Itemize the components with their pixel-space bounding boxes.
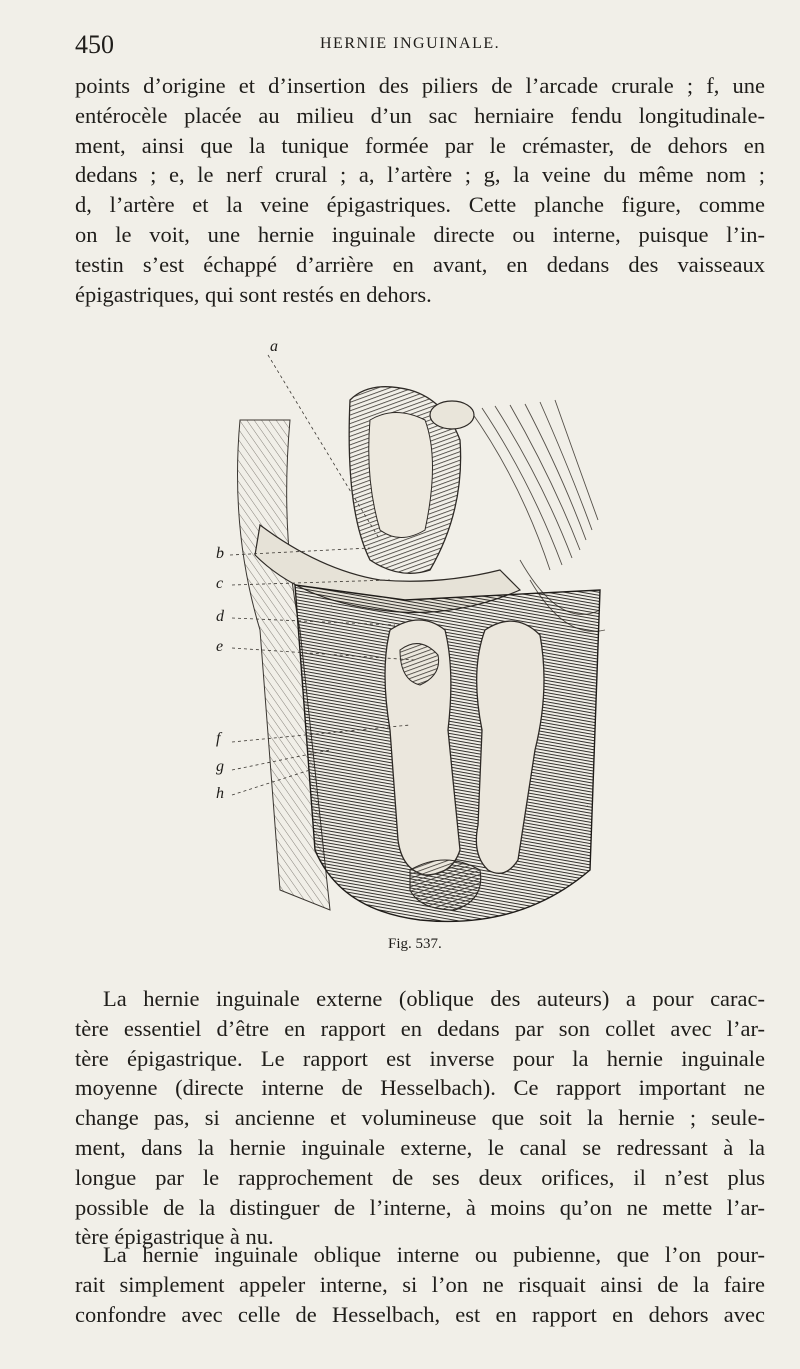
text-line: dedans ; e, le nerf crural ; a, l’artère ; g, la veine du même nom ; [75,162,765,188]
text-line: testin s’est échappé d’arrière en avant, en dedans des vaisseaux [75,251,765,277]
text-line: moyenne (directe interne de Hesselbach). Ce rapport important ne [75,1075,765,1101]
text-line: possible de la distinguer de l’interne, à moins qu’on ne mette l’ar- [75,1194,765,1220]
text-line: tère essentiel d’être en rapport en dedans par son collet avec l’ar- [75,1015,765,1041]
text-line: confondre avec celle de Hesselbach, est en rapport en dehors avec [75,1301,765,1327]
figure-caption: Fig. 537. [388,936,442,952]
running-head [75,30,765,64]
text-line: La hernie inguinale oblique interne ou pubienne, que l’on pour- [103,1242,765,1267]
text-line: longue par le rapprochement de ses deux orifices, il n’est plus [75,1164,765,1190]
text-line: tère épigastrique à nu. [75,1224,274,1250]
hernia-illustration [220,330,620,950]
figure-label-c: c [216,575,224,592]
figure-label-a: a [270,338,278,355]
figure-label-d: d [216,608,224,625]
text-line: La hernie inguinale externe (oblique des auteurs) a pour carac- [103,986,765,1011]
figure-label-f: f [216,730,221,747]
running-title: HERNIE INGUINALE. [320,35,501,52]
anatomical-engraving [216,330,620,960]
paragraph-1 [75,71,765,309]
figure-label-b: b [216,545,224,562]
paragraph-2 [75,984,765,1252]
text-line: épigastriques, qui sont restés en dehors. [75,281,432,307]
text-line: d, l’artère et la veine épigastriques. Cette planche figure, comme [75,192,765,218]
text-line: on le voit, une hernie inguinale directe ou interne, puisque l’in- [75,221,765,247]
text-line: tère épigastrique. Le rapport est inverse pour la hernie inguinale [75,1045,765,1071]
page-number: 450 [75,30,114,59]
text-line: ment, ainsi que la tunique formée par le crémaster, de dehors en [75,132,765,158]
text-line: points d’origine et d’insertion des piliers de l’arcade crurale ; f, une [75,73,765,98]
text-line: change pas, si ancienne et volumineuse que soit la hernie ; seule- [75,1105,765,1131]
text-line: rait simplement appeler interne, si l’on ne risquait ainsi de la faire [75,1271,765,1297]
text-line: ment, dans la hernie inguinale externe, le canal se redressant à la [75,1134,765,1160]
text-line: entérocèle placée au milieu d’un sac herniaire fendu longitudinale- [75,102,765,128]
figure-label-h: h [216,785,224,802]
figure-label-g: g [216,758,224,775]
figure-label-e: e [216,638,224,655]
paragraph-3 [75,1240,765,1329]
